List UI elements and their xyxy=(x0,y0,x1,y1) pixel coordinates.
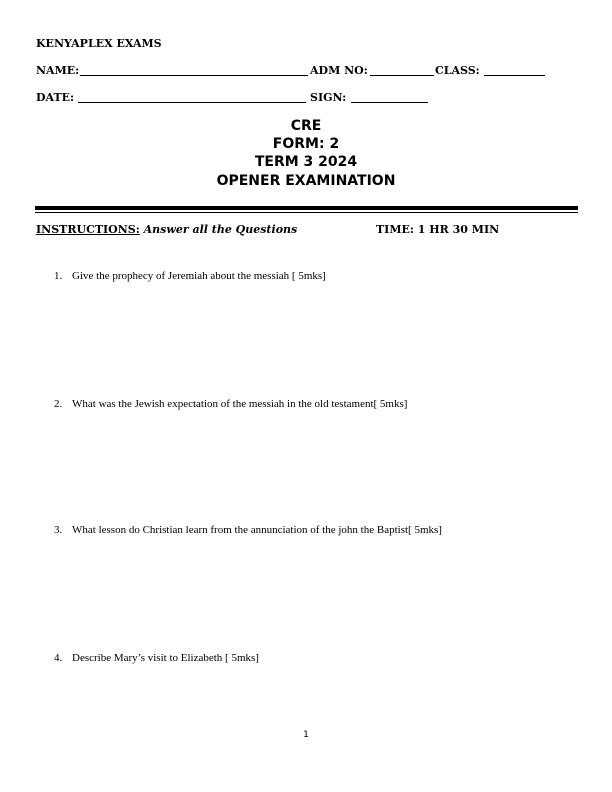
question-item xyxy=(54,397,407,411)
term-title: TERM 3 2024 xyxy=(254,154,358,170)
date-blank xyxy=(78,102,306,103)
question-number: 4. xyxy=(54,652,63,664)
sign-label: SIGN: xyxy=(310,91,347,104)
instructions-label: INSTRUCTIONS: xyxy=(36,223,140,236)
date-label: DATE: xyxy=(36,91,75,104)
instructions-text: Answer all the Questions xyxy=(139,223,298,236)
adm-blank xyxy=(370,75,434,76)
time-allowed: TIME: 1 HR 30 MIN xyxy=(376,223,500,236)
name-blank xyxy=(80,75,308,76)
sign-blank xyxy=(351,102,428,103)
question-text: What lesson do Christian learn from the annunciation of the john the Baptist[ 5mks] xyxy=(72,524,442,536)
question-number: 3. xyxy=(54,524,63,536)
question-item xyxy=(54,651,259,665)
subject-title: CRE xyxy=(290,118,322,134)
question-text: What was the Jewish expectation of the messiah in the old testament[ 5mks] xyxy=(72,398,408,410)
class-blank xyxy=(484,75,545,76)
exam-title: OPENER EXAMINATION xyxy=(216,173,396,189)
form-title: FORM: 2 xyxy=(272,136,340,152)
header-rule-thick xyxy=(35,206,578,210)
adm-label: ADM NO: xyxy=(310,64,368,77)
page-number: 1 xyxy=(303,730,309,740)
question-text: Give the prophecy of Jeremiah about the messiah [ 5mks] xyxy=(72,270,326,282)
school-name: KENYAPLEX EXAMS xyxy=(36,37,162,50)
question-item xyxy=(54,523,442,537)
header-rule-thin xyxy=(35,212,578,213)
name-label: NAME: xyxy=(36,64,80,77)
question-text: Describe Mary’s visit to Elizabeth [ 5mks] xyxy=(72,652,259,664)
question-item xyxy=(54,269,326,283)
question-number: 2. xyxy=(54,398,63,410)
instructions xyxy=(36,223,297,237)
question-number: 1. xyxy=(54,270,63,282)
class-label: CLASS: xyxy=(435,64,480,77)
